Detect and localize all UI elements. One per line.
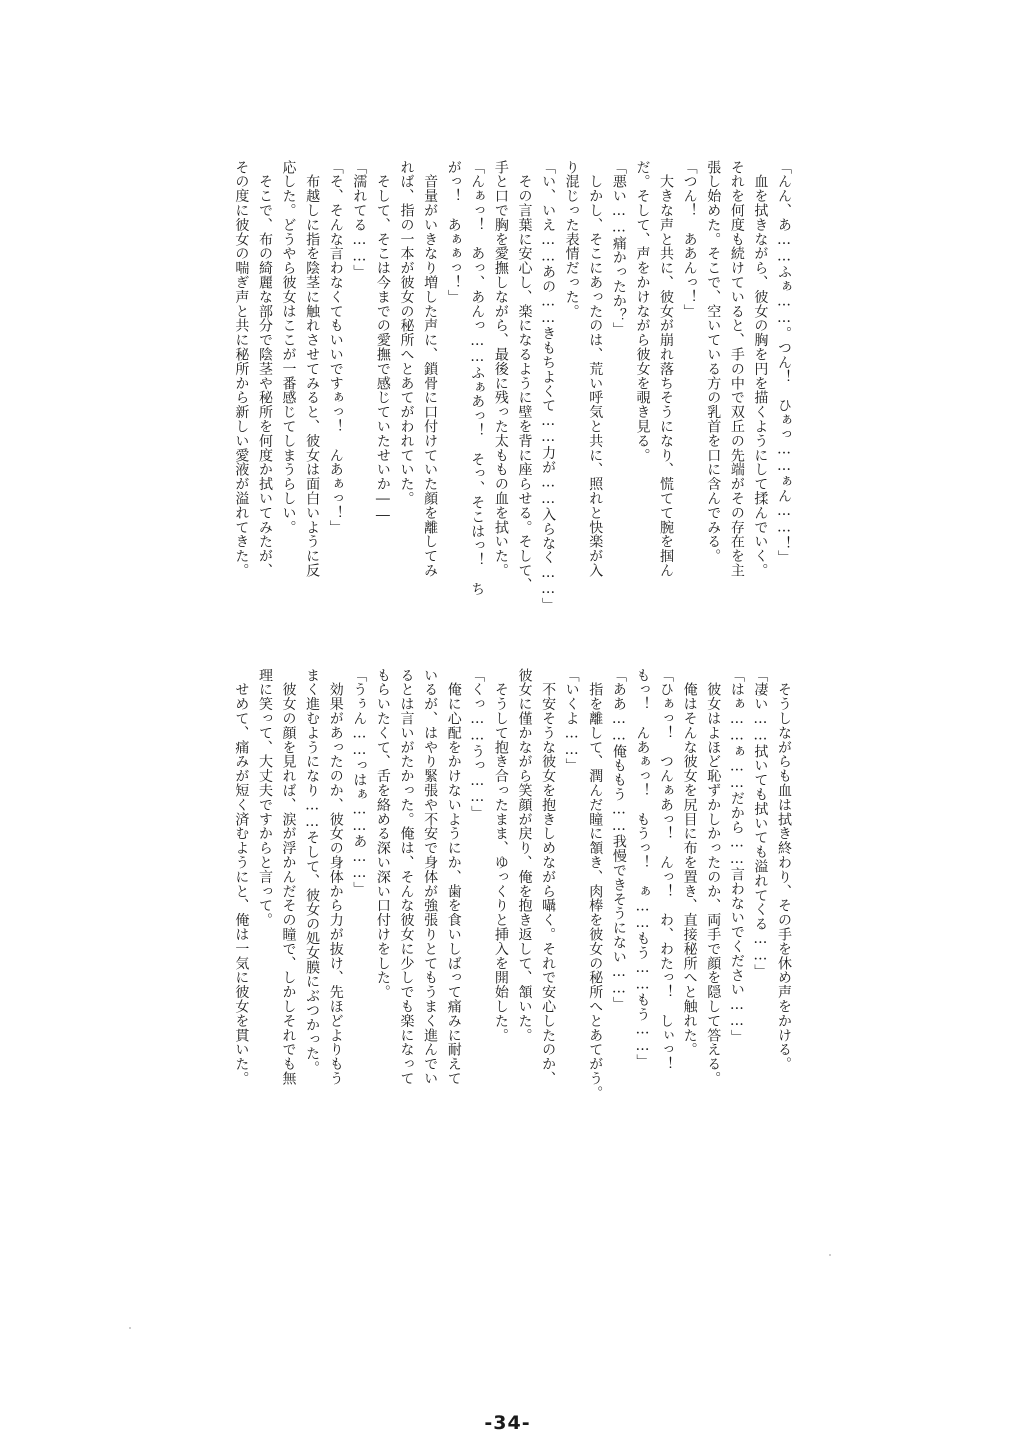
lower-line-13: そうして抱き合ったまま、ゆっくりと挿入を開始した。 (492, 668, 509, 1043)
upper-line-7: だ。そして、声をかけながら彼女を覗き見る。 (634, 160, 651, 463)
upper-line-13: 手と口で胸を愛撫しながら、最後に残った太ももの血を拭いた。 (492, 160, 509, 578)
upper-line-22: 応した。どうやら彼女はここが一番感じてしまうらしい。 (280, 160, 297, 535)
upper-line-5: 「つん！ ああんっ！」 (681, 160, 698, 319)
lower-line-15: 俺に心配をかけないようにか、歯を食いしばって痛みに耐えて (445, 668, 462, 1086)
lower-line-21: まく進むようになり……そして、彼女の処女膜にぶつかった。 (304, 668, 321, 1076)
upper-line-19: 「濡れてる……」 (351, 160, 368, 280)
lower-line-20: 効果があったのか、彼女の身体から力が抜け、先ほどよりもう (327, 668, 344, 1086)
upper-line-17: れば、指の一本が彼女の秘所へとあてがわれていた。 (398, 160, 415, 506)
lower-line-2: 「凄い……拭いても拭いても溢れてくる……」 (752, 668, 769, 979)
lower-line-9: 指を離して、潤んだ瞳に頷き、肉棒を彼女の秘所へとあてがう。 (587, 668, 604, 1100)
page-number: -34- (484, 1412, 531, 1434)
upper-line-3: それを何度も続けていると、手の中で双丘の先端がその存在を主 (728, 160, 745, 578)
upper-line-16: 音量がいきなり増した声に、鎖骨に口付けていた顔を離してみ (422, 160, 439, 578)
upper-line-23: そこで、布の綺麗な部分で陰茎や秘所を何度か拭いてみたが、 (256, 160, 273, 578)
lower-line-22: 彼女の顔を見れば、涙が浮かんだその瞳で、しかしそれでも無 (280, 668, 297, 1086)
lower-line-6: 「ひぁっ！ つんぁあっ！ んっ！ わ、わたっ！ しぃっ！ (658, 668, 675, 1072)
scan-speck (129, 1327, 131, 1329)
lower-line-7: もっ！ んあぁっ！ もうっ！ ぁ……もう……もう……」 (634, 668, 651, 1069)
lower-line-14: 「くっ……うっ……」 (469, 668, 486, 820)
upper-line-12: その言葉に安心し、楽になるように壁を背に座らせる。そして、 (516, 160, 533, 592)
lower-line-18: もらいたくて、舌を絡める深い深い口付けをした。 (374, 668, 391, 1000)
upper-line-2: 血を拭きながら、彼女の胸を円を描くようにして揉んでいく。 (752, 160, 769, 578)
lower-line-10: 「いくよ……」 (563, 668, 580, 773)
upper-line-6: 大きな声と共に、彼女が崩れ落ちそうになり、慌てて腕を掴ん (658, 160, 675, 578)
upper-line-15: がっ！ あぁぁっ！」 (445, 160, 462, 304)
lower-line-3: 「はぁ……ぁ……だから……言わないでください……」 (728, 668, 745, 1044)
lower-line-4: 彼女はよほど恥ずかしかったのか、両手で顔を隠して答える。 (705, 668, 722, 1086)
lower-line-12: 彼女に僅かながら笑顔が戻り、俺を抱き返して、頷いた。 (516, 668, 533, 1043)
upper-line-18: そして、そこは今までの愛撫で感じていたせいか―― (374, 160, 391, 524)
lower-line-23: 理に笑って、大丈夫ですからと言って。 (256, 668, 273, 928)
lower-line-5: 俺はそんな彼女を尻目に布を置き、直接秘所へと触れた。 (681, 668, 698, 1057)
upper-line-20: 「そ、そんな言わなくてもいいですぁっ！ んあぁっ！」 (327, 160, 344, 535)
upper-line-9: しかし、そこにあったのは、荒い呼気と共に、照れと快楽が入 (587, 160, 604, 578)
upper-line-21: 布越しに指を陰茎に触れさせてみると、彼女は面白いように反 (304, 160, 321, 578)
lower-line-24: せめて、痛みが短く済むようにと、俺は一気に彼女を貫いた。 (233, 668, 250, 1086)
upper-line-8: 「悪い……痛かったか？」 (610, 160, 627, 337)
lower-line-11: 不安そうな彼女を抱きしめながら囁く。それで安心したのか、 (540, 668, 557, 1086)
lower-text-block (235, 668, 795, 1128)
upper-line-24: その度に彼女の喘ぎ声と共に秘所から新しい愛液が溢れてきた。 (233, 160, 250, 578)
scan-speck (829, 1254, 831, 1256)
upper-line-1: 「んん、あ……ふぁ……。つん！ ひぁっ……ぁん……！」 (776, 160, 792, 565)
lower-line-8: 「ああ……俺ももう……我慢できそうにない……」 (610, 668, 627, 1012)
lower-line-1: そうしながらも血は拭き終わり、その手を休め声をかける。 (776, 668, 792, 1072)
upper-line-10: り混じった表情だった。 (563, 160, 580, 319)
lower-line-17: るとは言いがたかった。俺は、そんな彼女に少しでも楽になって (398, 668, 415, 1086)
lower-line-19: 「うぅん……っはぁ……あ……」 (351, 668, 368, 896)
upper-line-11: 「い、いえ……あの……きもちよくて……力が……入らなく……」 (540, 160, 557, 612)
lower-line-16: いるが、はやり緊張や不安で身体が強張りとてもうまく進んでい (422, 668, 439, 1086)
upper-line-14: 「んぁっ！ あっ、あんっ……ふぁあっ！ そっ、そこはっ！ ち (469, 160, 486, 596)
upper-line-4: 張し始めた。そこで、空いている方の乳首を口に含んでみる。 (705, 160, 722, 564)
upper-text-block (235, 160, 795, 650)
